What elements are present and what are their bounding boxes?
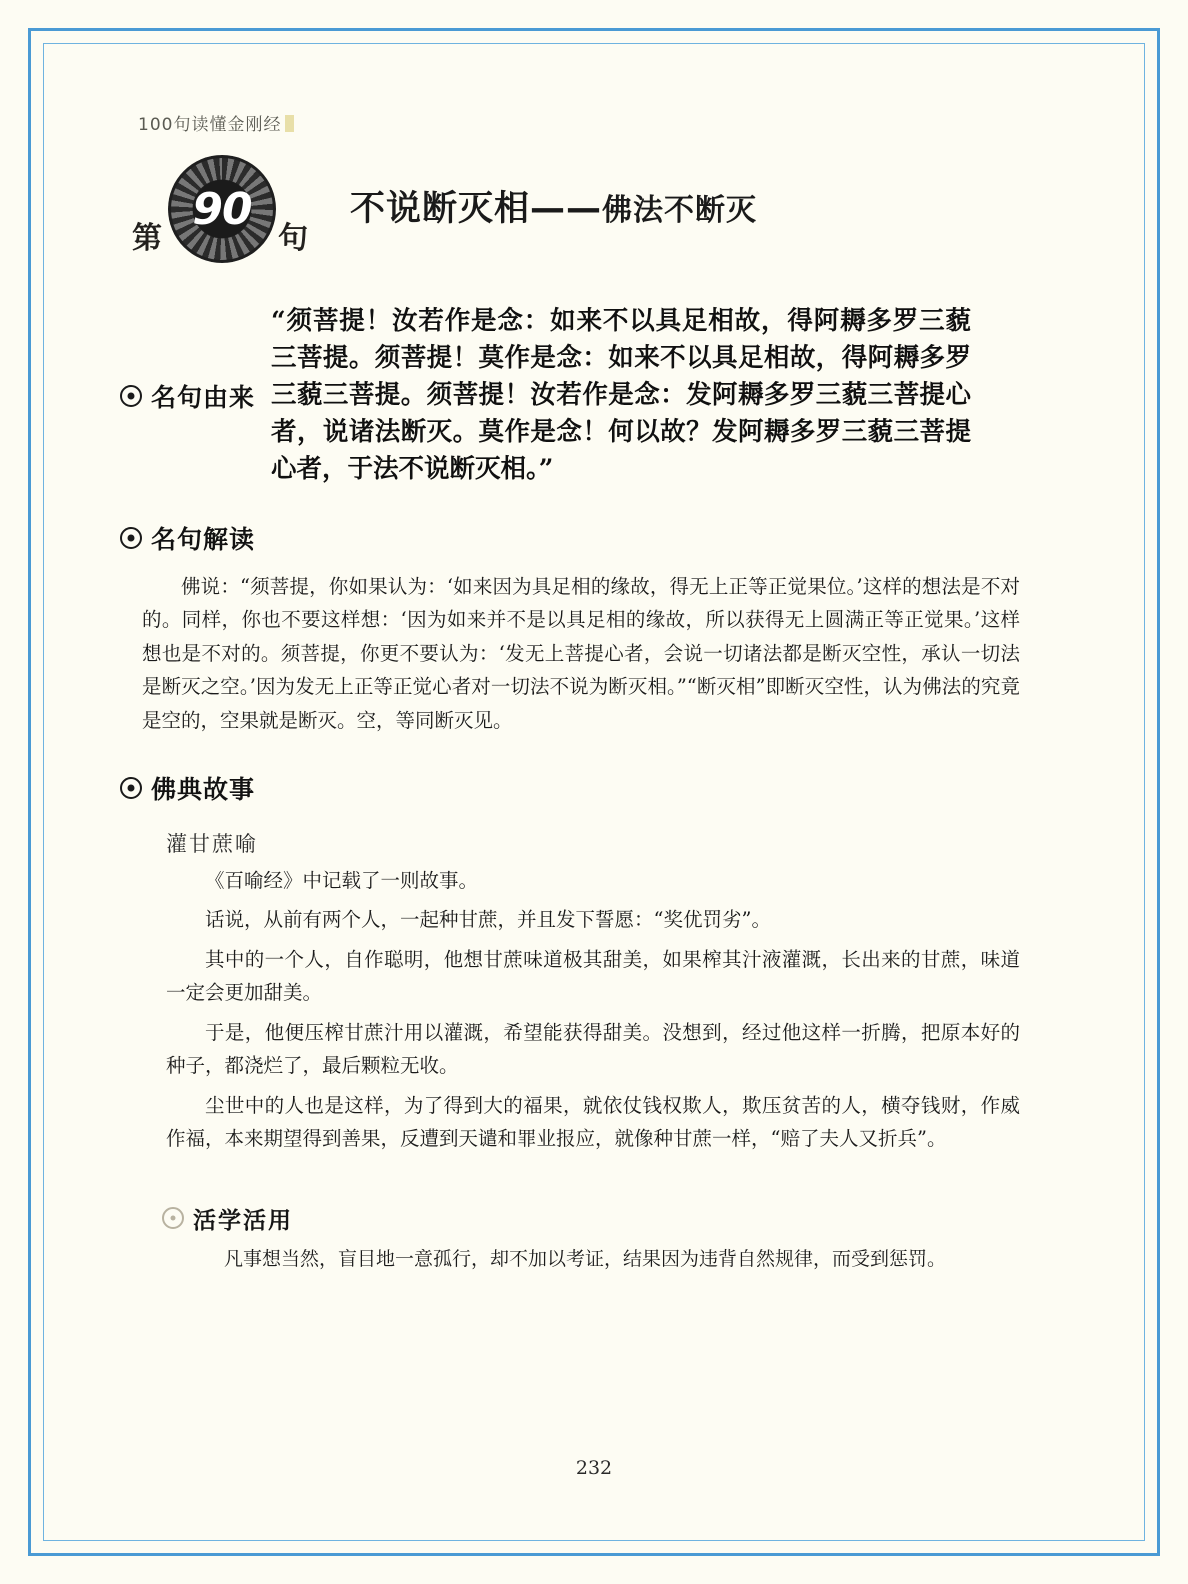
section-apply [120, 1202, 1020, 1276]
paragraph: 其中的一个人，自作聪明，他想甘蔗味道极其甜美，如果榨其汁液灌溉，长出来的甘蔗，味道一定会更加甜美。 [166, 947, 1020, 1005]
page-title-main: 不说断灭相—— [350, 189, 603, 229]
paragraph: 佛说：“须菩提，你如果认为：‘如来因为具足相的缘故，得无上正等正觉果位。’这样的想法是不对的。同样，你也不要这样想：‘因为如来并不是以具足相的缘故，所以获得无上圆满正等正觉果。’这样想也是不对的。须菩提，你更不要认为：‘发无上菩提心者，会说一切诸法都是断灭空性，承认一切法是断灭之空。’因为发无上正等正觉心者对一切法不说为断灭相。”“断灭相”即断灭空性，认为佛法的究竟是空的，空果就是断灭。空，等同断灭见。 [142, 574, 1020, 732]
entry-title-row [120, 153, 1020, 273]
section-apply-body [120, 1243, 1020, 1276]
section-reading [120, 520, 1020, 738]
paragraph: 凡事想当然，盲目地一意孤行，却不加以考证，结果因为违背自然规律，而受到惩罚。 [224, 1247, 947, 1270]
paragraph: 尘世中的人也是这样，为了得到大的福果，就依仗钱权欺人，欺压贫苦的人，横夺钱财，作威作福，本来期望得到善果，反遭到天谴和罪业报应，就像种甘蔗一样，“赔了夫人又折兵”。 [166, 1093, 1020, 1151]
entry-number-suffix: 句 [278, 221, 308, 256]
running-head-text: 100句读懂金刚经 [138, 115, 282, 135]
section-story-heading [120, 770, 1020, 806]
section-story [120, 770, 1020, 1156]
section-origin [120, 303, 1020, 488]
section-reading-body [120, 570, 1020, 738]
page-title [350, 181, 757, 231]
entry-number-badge [168, 155, 276, 263]
section-story-label: 佛典故事 [151, 774, 256, 804]
section-apply-heading [162, 1202, 1020, 1235]
story-title: 灌甘蔗喻 [166, 831, 258, 856]
page-number: 232 [575, 1457, 613, 1479]
paragraph: 于是，他便压榨甘蔗汁用以灌溉，希望能获得甜美。没想到，经过他这样一折腾，把原本好的种子，都浇烂了，最后颗粒无收。 [166, 1020, 1020, 1078]
paragraph: 《百喻经》中记载了一则故事。 [205, 868, 479, 892]
section-story-body [120, 864, 1020, 1156]
section-apply-label: 活学活用 [193, 1207, 293, 1234]
section-origin-quote: “须菩提！汝若作是念：如来不以具足相故，得阿耨多罗三藐三菩提。须菩提！莫作是念：如来不以具足相故，得阿耨多罗三藐三菩提。须菩提！汝若作是念：发阿耨多罗三藐三菩提心者，说诸法断灭。莫作是念！何以故？发阿耨多罗三藐三菩提心者，于法不说断灭相。” [271, 306, 972, 484]
section-reading-heading [120, 520, 1020, 556]
running-head [138, 110, 294, 135]
ring-bullet-icon [120, 777, 142, 799]
ring-bullet-icon [120, 527, 142, 549]
entry-number: 90 [192, 183, 252, 235]
section-origin-label: 名句由来 [151, 383, 256, 413]
section-reading-label: 名句解读 [151, 524, 256, 554]
entry-number-medallion [130, 153, 320, 273]
ring-bullet-icon [162, 1207, 184, 1229]
page-content [120, 110, 1020, 1275]
ring-bullet-icon [120, 385, 142, 407]
page-title-sub: 佛法不断灭 [602, 193, 758, 228]
entry-number-prefix: 第 [132, 221, 162, 256]
paragraph: 话说，从前有两个人，一起种甘蔗，并且发下誓愿：“奖优罚劣”。 [205, 908, 771, 932]
section-origin-heading [120, 303, 255, 488]
running-head-marker [285, 115, 294, 132]
